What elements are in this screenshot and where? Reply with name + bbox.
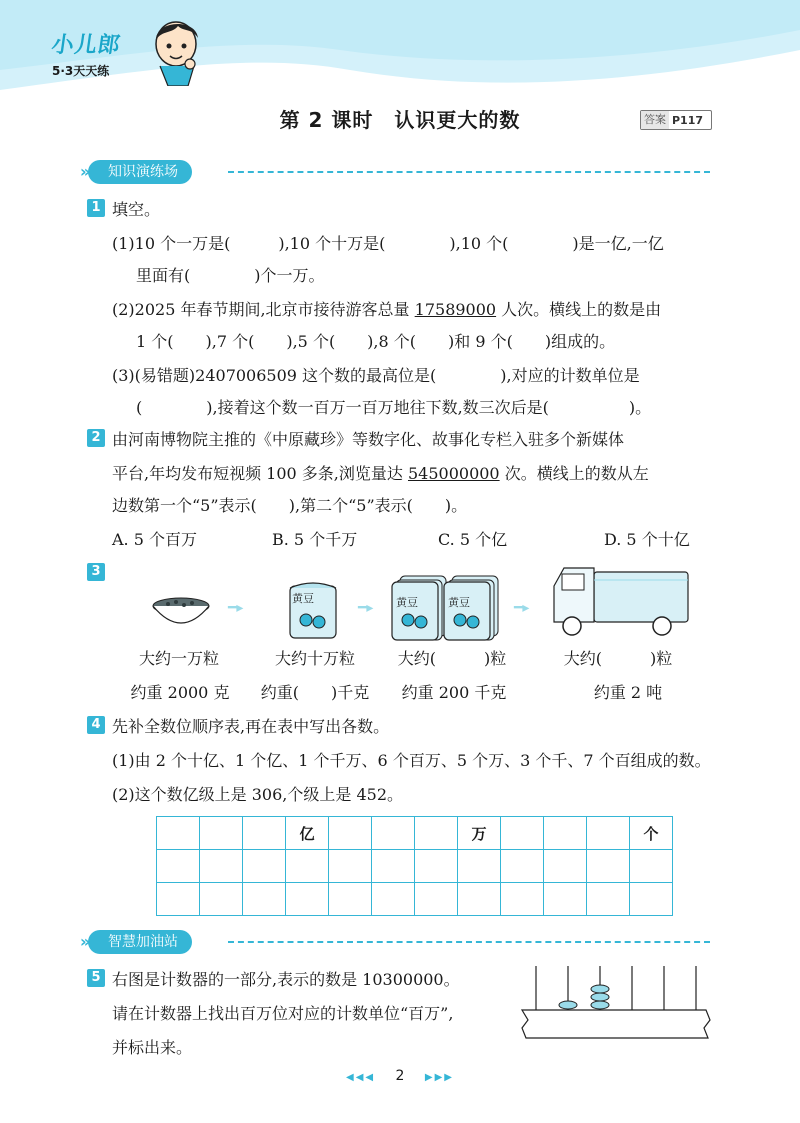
header-cell[interactable] bbox=[329, 817, 372, 850]
prev-arrows-icon: ◀◀◀ bbox=[346, 1072, 376, 1083]
q2-line1: 由河南博物院主推的《中原藏珍》等数字化、故事化专栏入驻多个新媒体 bbox=[112, 430, 625, 449]
answer-cell[interactable] bbox=[501, 883, 544, 916]
brand-logo: 小儿郎 bbox=[49, 33, 123, 58]
page-footer bbox=[0, 1068, 800, 1084]
q2-option-d[interactable]: D. 5 个十亿 bbox=[604, 530, 690, 549]
abacus-counter-icon[interactable] bbox=[520, 962, 712, 1046]
truck-icon bbox=[550, 560, 692, 642]
question-number: 1 bbox=[87, 199, 105, 217]
answer-cell[interactable] bbox=[329, 883, 372, 916]
q3-caption-2: 大约十万粒 bbox=[274, 649, 355, 668]
header-cell[interactable] bbox=[157, 817, 200, 850]
q5-line2: 请在计数器上找出百万位对应的计数单位“百万”, bbox=[112, 1004, 454, 1023]
q1-part2-line1: (2)2025 年春节期间,北京市接待游客总量 17589000 人次。横线上的数是由 bbox=[112, 300, 662, 319]
header-cell-ge: 个 bbox=[630, 817, 673, 850]
bag-label: 黄豆 bbox=[396, 596, 418, 609]
question-number: 3 bbox=[87, 563, 105, 581]
table-row bbox=[157, 850, 673, 883]
page-number: 2 bbox=[395, 1068, 405, 1084]
q2-option-a[interactable]: A. 5 个百万 bbox=[112, 530, 197, 549]
q2-option-b[interactable]: B. 5 个千万 bbox=[272, 530, 358, 549]
q5-line1: 右图是计数器的一部分,表示的数是 10300000。 bbox=[112, 970, 460, 989]
q3-weight-1: 约重 2000 克 bbox=[130, 683, 230, 702]
q2-line2: 平台,年均发布短视频 100 多条,浏览量达 545000000 次。横线上的数从左 bbox=[112, 464, 649, 483]
answer-cell[interactable] bbox=[501, 850, 544, 883]
bag-label: 黄豆 bbox=[448, 596, 470, 609]
q3-caption-1: 大约一万粒 bbox=[138, 649, 219, 668]
q5-line3: 并标出来。 bbox=[112, 1038, 193, 1057]
q1-part3-line2: ( ),接着这个数一百万一百万地往下数,数三次后是( )。 bbox=[136, 398, 652, 417]
mascot-boy-icon bbox=[148, 14, 204, 86]
header-cell-wan: 万 bbox=[458, 817, 501, 850]
header-cell[interactable] bbox=[544, 817, 587, 850]
answer-cell[interactable] bbox=[200, 883, 243, 916]
header-cell-yi: 亿 bbox=[286, 817, 329, 850]
answer-cell[interactable] bbox=[157, 850, 200, 883]
answer-label: 答案 bbox=[641, 111, 669, 129]
tourist-number: 17589000 bbox=[414, 300, 497, 319]
arrow-icon: ━▸ bbox=[228, 600, 244, 616]
answer-cell[interactable] bbox=[286, 883, 329, 916]
answer-cell[interactable] bbox=[544, 883, 587, 916]
answer-cell[interactable] bbox=[243, 883, 286, 916]
answer-reference bbox=[640, 110, 712, 130]
q4-stem: 先补全数位顺序表,再在表中写出各数。 bbox=[112, 717, 390, 736]
q1-part1-line2: 里面有( )个一万。 bbox=[136, 266, 325, 285]
question-number: 5 bbox=[87, 969, 105, 987]
header-cell[interactable] bbox=[415, 817, 458, 850]
answer-cell[interactable] bbox=[372, 883, 415, 916]
page-title: 第 2 课时 认识更大的数 bbox=[279, 108, 521, 132]
answer-cell[interactable] bbox=[458, 850, 501, 883]
section-practice-header: 知识演练场 bbox=[88, 160, 192, 184]
answer-cell[interactable] bbox=[544, 850, 587, 883]
answer-cell[interactable] bbox=[630, 850, 673, 883]
table-row bbox=[157, 817, 673, 850]
q4-part1: (1)由 2 个十亿、1 个亿、1 个千万、6 个百万、5 个万、3 个千、7 个百组成的数。 bbox=[112, 751, 711, 770]
q2-option-c[interactable]: C. 5 个亿 bbox=[438, 530, 508, 549]
answer-cell[interactable] bbox=[157, 883, 200, 916]
q1-part1-line1: (1)10 个一万是( ),10 个十万是( ),10 个( )是一亿,一亿 bbox=[112, 234, 664, 253]
header-cell[interactable] bbox=[501, 817, 544, 850]
next-arrows-icon: ▶▶▶ bbox=[424, 1072, 454, 1083]
q3-weight-4: 约重 2 吨 bbox=[593, 683, 663, 702]
section-arrow-icon: » bbox=[80, 932, 91, 951]
header-cell[interactable] bbox=[587, 817, 630, 850]
answer-cell[interactable] bbox=[243, 850, 286, 883]
header-cell[interactable] bbox=[200, 817, 243, 850]
bowl-of-beans-icon bbox=[150, 596, 212, 630]
arrow-icon: ━▸ bbox=[358, 600, 374, 616]
answer-cell[interactable] bbox=[329, 850, 372, 883]
answer-cell[interactable] bbox=[286, 850, 329, 883]
answer-cell[interactable] bbox=[372, 850, 415, 883]
section-divider bbox=[228, 941, 710, 943]
q3-caption-4: 大约( )粒 bbox=[563, 649, 673, 668]
q2-line3: 边数第一个“5”表示( ),第二个“5”表示( )。 bbox=[112, 496, 468, 515]
header-wave bbox=[0, 0, 800, 110]
section-arrow-icon: » bbox=[80, 162, 91, 181]
question-number: 2 bbox=[87, 429, 105, 447]
answer-cell[interactable] bbox=[458, 883, 501, 916]
answer-cell[interactable] bbox=[415, 883, 458, 916]
answer-cell[interactable] bbox=[415, 850, 458, 883]
q1-stem: 填空。 bbox=[112, 200, 161, 219]
view-count-number: 545000000 bbox=[407, 464, 500, 483]
answer-cell[interactable] bbox=[630, 883, 673, 916]
series-name: 5·3天天练 bbox=[52, 64, 110, 78]
bag-label: 黄豆 bbox=[292, 592, 314, 605]
section-divider bbox=[228, 171, 710, 173]
section-wisdom-header: 智慧加油站 bbox=[88, 930, 192, 954]
question-number: 4 bbox=[87, 716, 105, 734]
answer-cell[interactable] bbox=[200, 850, 243, 883]
answer-page: P117 bbox=[672, 113, 704, 127]
place-value-table bbox=[156, 816, 673, 916]
table-row bbox=[157, 883, 673, 916]
header-cell[interactable] bbox=[243, 817, 286, 850]
q3-weight-3: 约重 200 千克 bbox=[401, 683, 507, 702]
soybean-bag-icon bbox=[286, 578, 342, 640]
q4-part2: (2)这个数亿级上是 306,个级上是 452。 bbox=[112, 785, 404, 804]
q1-part2-line2: 1 个( ),7 个( ),5 个( ),8 个( )和 9 个( )组成的。 bbox=[136, 332, 616, 351]
q3-caption-3: 大约( )粒 bbox=[397, 649, 507, 668]
q1-part3-line1: (3)(易错题)2407006509 这个数的最高位是( ),对应的计数单位是 bbox=[112, 366, 640, 385]
header-cell[interactable] bbox=[372, 817, 415, 850]
answer-cell[interactable] bbox=[587, 883, 630, 916]
q3-weight-2: 约重( )千克 bbox=[260, 683, 370, 702]
answer-cell[interactable] bbox=[587, 850, 630, 883]
arrow-icon: ━▸ bbox=[514, 600, 530, 616]
